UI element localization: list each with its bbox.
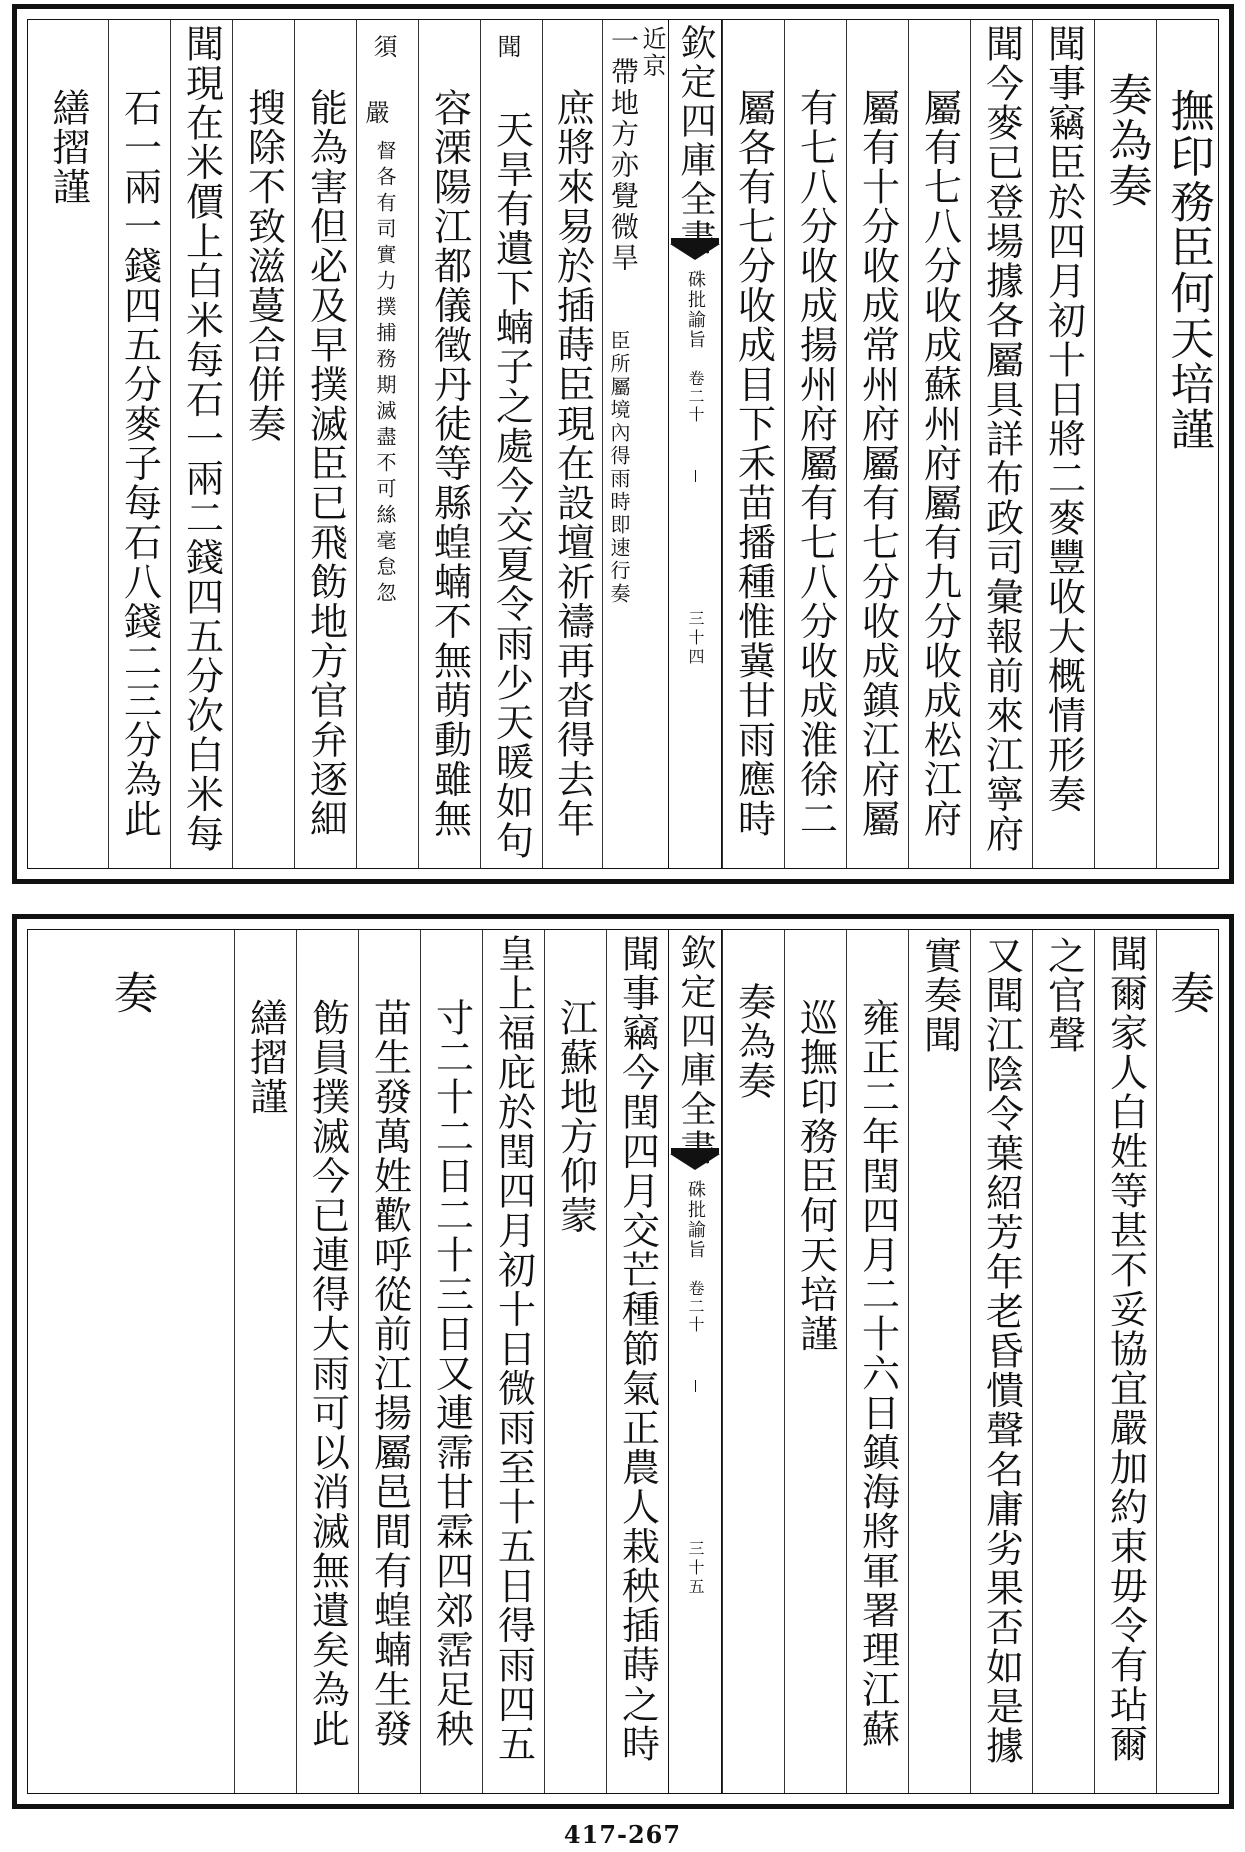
column: [28, 930, 234, 1793]
column: [232, 20, 294, 868]
text-line: 聞: [493, 34, 521, 61]
column: [358, 930, 420, 1793]
column: [420, 930, 482, 1793]
book-title: 欽定四庫全書: [675, 934, 716, 1168]
text-line: 繕摺謹: [243, 998, 288, 1117]
column: [1156, 930, 1218, 1793]
column: [846, 930, 908, 1793]
text-line: 聞現在米價上白米每石一兩二錢四五分次白米每: [179, 24, 224, 854]
column: [602, 20, 668, 868]
text-line: 聞爾家人白姓等甚不妥協宜嚴加約束毋令有玷爾: [1103, 934, 1148, 1764]
column: [1094, 930, 1156, 1793]
text-line: 屬各有七分收成目下禾苗播種惟冀甘雨應時: [731, 88, 776, 839]
column: [846, 20, 908, 868]
text-line: 督各有司實力撲捕務期滅盡不可絲毫怠忽: [373, 140, 397, 608]
text-line: 天旱有遺下蝻子之處今交夏令雨少天暖如句: [489, 110, 534, 861]
top-page-frame: [27, 19, 1219, 869]
text-line: 奏: [1162, 970, 1214, 1016]
text-line: 搜除不致滋蔓合併奏: [241, 88, 286, 444]
section-title: 硃批諭旨: [685, 270, 706, 350]
column: [784, 20, 846, 868]
column: [542, 20, 602, 868]
column: [170, 20, 232, 868]
column: [296, 930, 358, 1793]
text-line: 雍正二年閏四月二十六日鎮海將軍署理江蘇: [855, 998, 900, 1749]
tick-mark: [695, 1380, 696, 1392]
column: [418, 20, 480, 868]
text-line: 一帶地方亦覺微旱: [607, 26, 640, 274]
column: [480, 20, 542, 868]
text-line: 屬有七八分收成蘇州府屬有九分收成松江府: [917, 88, 962, 839]
text-line: 有七八分收成揚州府屬有七八分收成淮徐二: [793, 88, 838, 839]
text-line: 江蘇地方仰蒙: [553, 998, 598, 1235]
column: [1094, 20, 1156, 868]
page-number: 三十四: [686, 610, 705, 667]
column: [722, 20, 784, 868]
column: [970, 20, 1032, 868]
column: [722, 930, 784, 1793]
text-line: 聞事竊臣於四月初十日將二麥豐收大概情形奏: [1041, 24, 1086, 814]
text-line: 實奏聞: [917, 936, 962, 1055]
volume-number: 卷二十: [686, 370, 705, 424]
page-spine: [668, 20, 722, 868]
text-line: 屬有十分收成常州府屬有七分收成鎮江府屬: [855, 88, 900, 839]
text-line: 之官聲: [1041, 936, 1086, 1055]
column: [1032, 930, 1094, 1793]
section-title: 硃批諭旨: [685, 1180, 706, 1260]
text-line: 撫印務臣何天培謹: [1162, 88, 1214, 452]
volume-number: 卷二十: [686, 1280, 705, 1334]
column: [544, 930, 606, 1793]
text-line: 苗生發萬姓歡呼從前江揚屬邑間有蝗蝻生發: [367, 998, 412, 1749]
text-line: 能為害但必及早撲滅臣已飛飭地方官弁逐細: [303, 88, 348, 839]
column: [108, 20, 170, 868]
text-line: 飭員撲滅今已連得大雨可以消滅無遺矣為此: [305, 998, 350, 1749]
text-line: 近京: [638, 26, 666, 80]
text-line: 皇上福庇於閏四月初十日微雨至十五日得雨四五: [491, 934, 536, 1764]
text-line: 庶將來易於插蒔臣現在設壇祈禱再沓得去年: [550, 88, 595, 839]
text-line: 又聞江陰令葉紹芳年老昏憒聲名庸劣果否如是據: [979, 936, 1024, 1766]
text-line: 容溧陽江都儀徵丹徒等縣蝗蝻不無萌動雖無: [427, 88, 472, 839]
column: [1032, 20, 1094, 868]
text-line: 巡撫印務臣何天培謹: [793, 998, 838, 1354]
text-line: 寸二十二日二十三日又連霈甘霖四郊霑足秧: [429, 998, 474, 1749]
text-line: 臣所屬境內得雨時即速行奏: [607, 330, 631, 606]
column: [28, 20, 108, 868]
column: [294, 20, 356, 868]
page-footer-number: 417-267: [563, 1820, 682, 1849]
text-line: 繕摺謹: [46, 88, 90, 207]
tick-mark: [695, 470, 696, 482]
top-page: [12, 4, 1234, 884]
text-line: 須: [369, 34, 397, 61]
column: [784, 930, 846, 1793]
column: [606, 930, 668, 1793]
column: [356, 20, 418, 868]
text-line: 聞今麥已登場據各屬具詳布政司彙報前來江寧府: [979, 24, 1024, 854]
page-spine: [668, 930, 722, 1793]
text-line: 嚴: [361, 100, 389, 127]
fish-tail-ornament: [671, 1148, 719, 1180]
column: [908, 20, 970, 868]
text-line: 聞事竊今閏四月交芒種節氣正農人栽秧插蒔之時: [615, 934, 660, 1764]
fish-tail-ornament: [671, 238, 719, 270]
text-line: 奏為奏: [1100, 72, 1152, 209]
column: [1156, 20, 1218, 868]
column: [970, 930, 1032, 1793]
text-line: 石一兩一錢四五分麥子每石八錢二三分為此: [117, 88, 162, 839]
column: [234, 930, 296, 1793]
page-number: 三十五: [686, 1540, 705, 1597]
bottom-page-frame: [27, 929, 1219, 1794]
book-title: 欽定四庫全書: [675, 24, 716, 258]
bottom-page: [12, 914, 1234, 1809]
column: [908, 930, 970, 1793]
column: [482, 930, 544, 1793]
text-line: 奏: [106, 970, 157, 1016]
text-line: 奏為奏: [731, 982, 776, 1101]
